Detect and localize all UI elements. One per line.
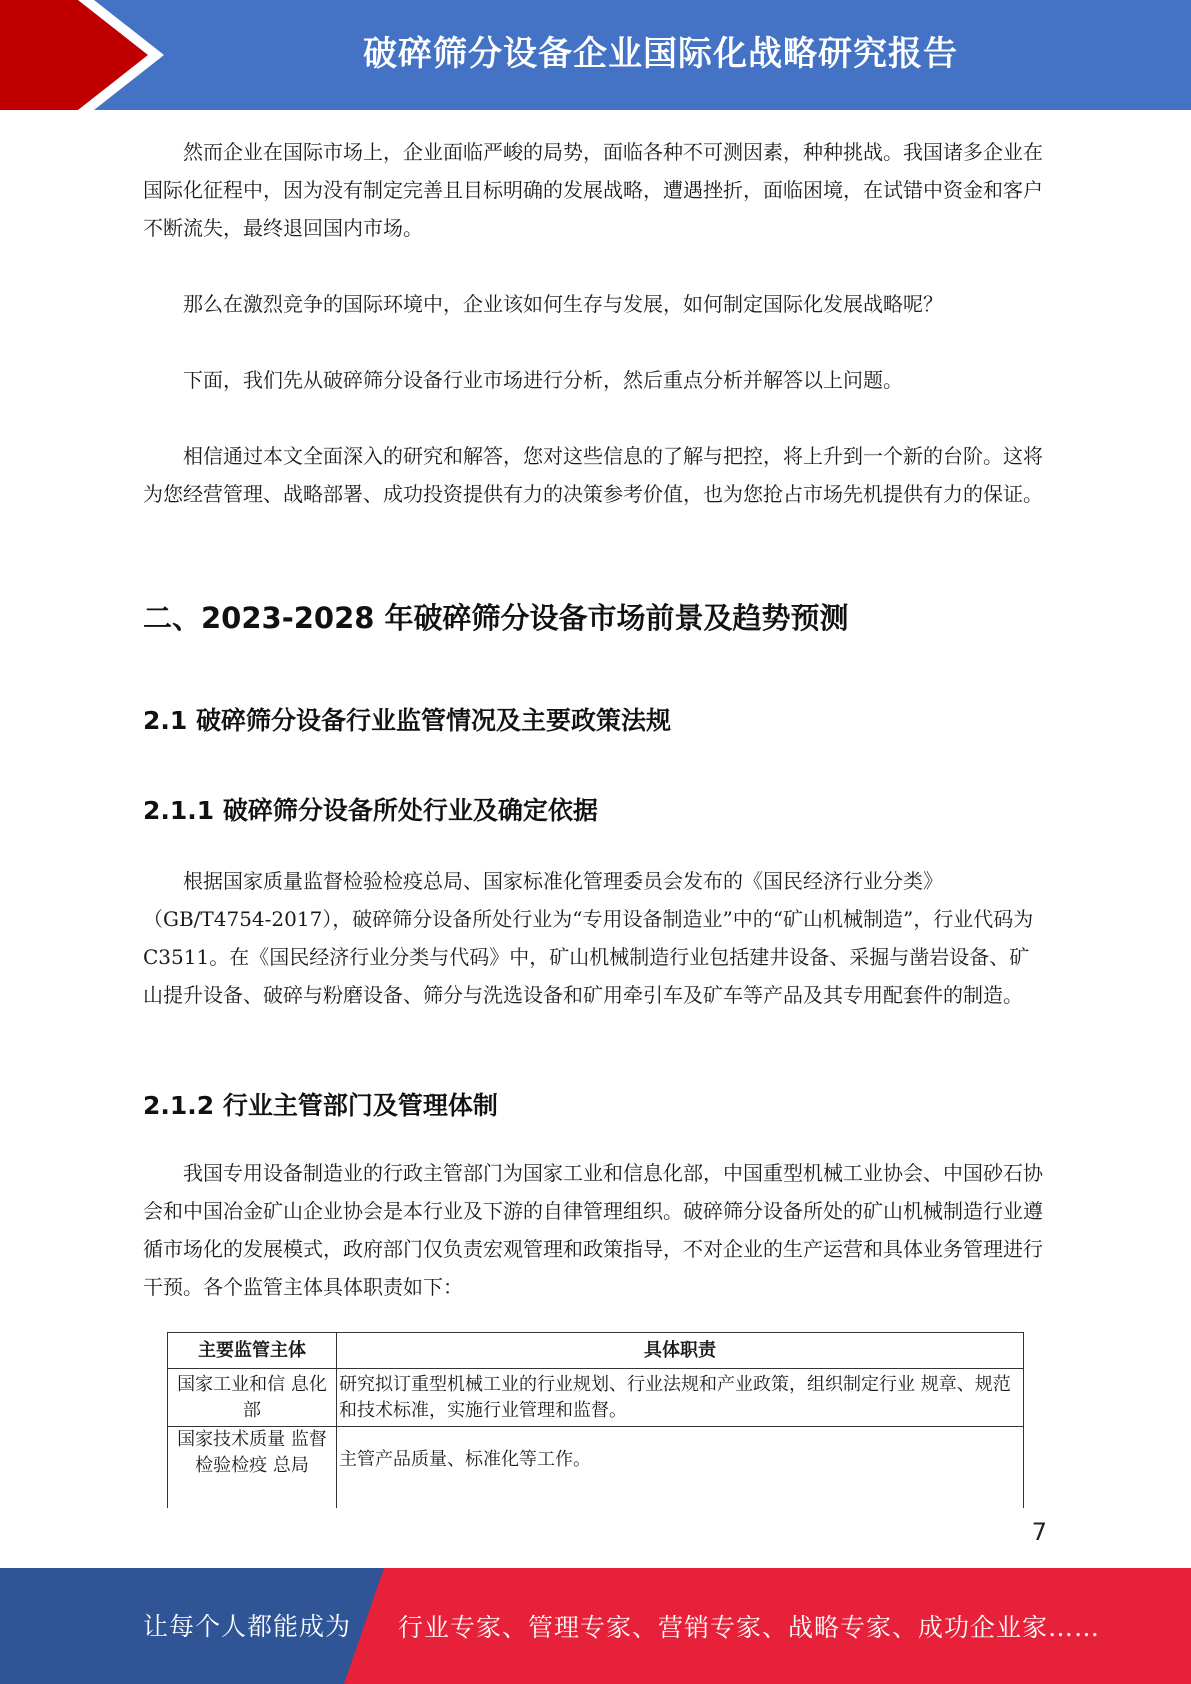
paragraph-value: 相信通过本文全面深入的研究和解答，您对这些信息的了解与把控，将上升到一个新的台阶。这将为您经营管理、战略部署、成功投资提供有力的决策参考价值，也为您抢占市场先机提供有力的保证。 [143, 444, 1043, 506]
section-heading-2: 二、2023-2028 年破碎筛分设备市场前景及趋势预测 [143, 601, 849, 635]
footer-slogan-right: 行业专家、管理专家、营销专家、战略专家、成功企业家…… [398, 1613, 1101, 1642]
regulators-table [167, 1332, 1024, 1508]
table-row [168, 1427, 1024, 1509]
table-header-duty: 具体职责 [337, 1333, 1024, 1369]
paragraph-industry-classification: 根据国家质量监督检验检疫总局、国家标准化管理委员会发布的《国民经济行业分类》（GB/T4754-2017），破碎筛分设备所处行业为“专用设备制造业”中的“矿山机械制造”，行业代码为 C3511。在《国民经济行业分类与代码》中，矿山机械制造行业包括建井设备、采掘与凿岩设备、矿山提升设备、破碎与粉磨设备、筛分与洗选设备和矿用牵引车及矿车等产品及其专用配套件的制造。 [143, 869, 1034, 1007]
table-cell-entity: 国家技术质量 监督检验检疫 总局 [168, 1427, 337, 1509]
table-header-entity: 主要监管主体 [168, 1333, 337, 1369]
table-cell-duty: 主管产品质量、标准化等工作。 [337, 1427, 1024, 1509]
page-number: 7 [1031, 1518, 1047, 1546]
table-cell-entity: 国家工业和信 息化部 [168, 1369, 337, 1427]
arrow-chevron-icon [0, 0, 200, 110]
table-row [168, 1369, 1024, 1427]
paragraph-intro-challenges: 然而企业在国际市场上，企业面临严峻的局势，面临各种不可测因素，种种挑战。我国诸多企业在国际化征程中，因为没有制定完善且目标明确的发展战略，遭遇挫折，面临困境，在试错中资金和客户不断流失，最终退回国内市场。 [143, 140, 1043, 240]
footer-slogan-left: 让每个人都能成为 [143, 1612, 352, 1641]
footer-banner [0, 1568, 1191, 1684]
table-cell-duty: 研究拟订重型机械工业的行业规划、行业法规和产业政策，组织制定行业 规章、规范和技术标准，实施行业管理和监督。 [337, 1369, 1024, 1427]
paragraph-outline: 下面，我们先从破碎筛分设备行业市场进行分析，然后重点分析并解答以上问题。 [183, 368, 903, 392]
report-title: 破碎筛分设备企业国际化战略研究报告 [363, 34, 958, 74]
table-header-row [168, 1333, 1024, 1369]
section-heading-2-1-1: 2.1.1 破碎筛分设备所处行业及确定依据 [143, 796, 598, 825]
section-heading-2-1-2: 2.1.2 行业主管部门及管理体制 [143, 1091, 498, 1120]
section-heading-2-1: 2.1 破碎筛分设备行业监管情况及主要政策法规 [143, 706, 671, 735]
header-banner [0, 0, 1191, 110]
paragraph-regulators: 我国专用设备制造业的行政主管部门为国家工业和信息化部，中国重型机械工业协会、中国砂石协会和中国冶金矿山企业协会是本行业及下游的自律管理组织。破碎筛分设备所处的矿山机械制造行业遵循市场化的发展模式，政府部门仅负责宏观管理和政策指导，不对企业的生产运营和具体业务管理进行干预。各个监管主体具体职责如下： [143, 1161, 1043, 1299]
paragraph-question: 那么在激烈竞争的国际环境中，企业该如何生存与发展，如何制定国际化发展战略呢？ [183, 292, 943, 316]
